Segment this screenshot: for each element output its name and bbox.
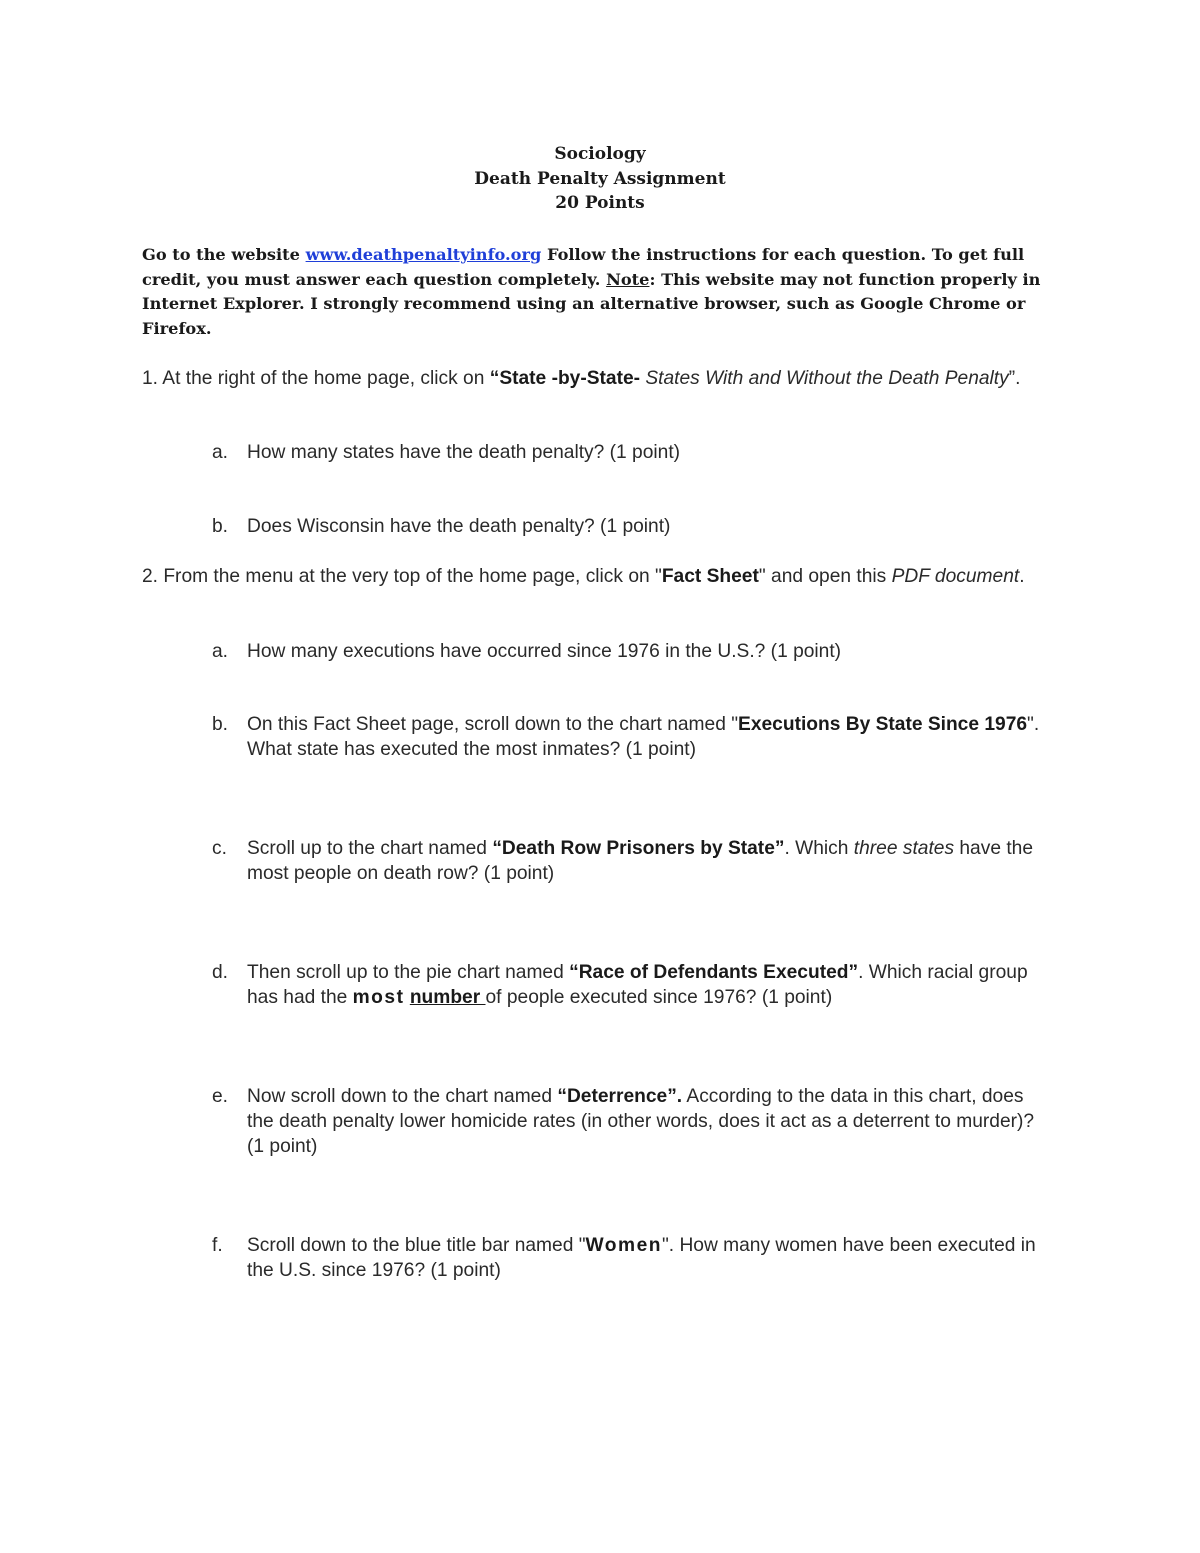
- q2-item-f-letter: f.: [212, 1235, 223, 1256]
- q2-item-b-post: ". What state has executed the most inmates? (1 point): [247, 714, 1040, 760]
- q1-item-a: [212, 440, 1052, 465]
- q2-item-e-post: According to the data in this chart, does the death penalty lower homicide rates (in other words, does it act as a deterrent to murder)? (1 point): [247, 1086, 1035, 1157]
- q2-item-b-text: [247, 712, 1052, 762]
- q2-item-e-text: [247, 1084, 1052, 1159]
- q2-item-b: [212, 712, 1052, 762]
- q1-item-b-text: Does Wisconsin have the death penalty? (1 point): [247, 516, 671, 537]
- q2-item-b-bold: Executions By State Since 1976: [738, 714, 1028, 735]
- q2-suffix: .: [1019, 566, 1025, 587]
- website-link[interactable]: www.deathpenaltyinfo.org: [305, 245, 542, 264]
- q1-prefix: 1. At the right of the home page, click on: [142, 368, 490, 389]
- q2-item-c-letter: c.: [212, 838, 227, 859]
- q2-item-a-letter: a.: [212, 641, 229, 662]
- q2-item-d-letter: d.: [212, 962, 229, 983]
- note-label: Note: [606, 269, 650, 289]
- q1-item-a-letter: a.: [212, 442, 229, 463]
- points-total: 20 Points: [555, 193, 645, 213]
- q2-item-a-text: How many executions have occurred since 1976 in the U.S.? (1 point): [247, 641, 842, 662]
- q2-item-d-mid: . Which racial group has had the: [247, 962, 1028, 1008]
- q2-item-f: [212, 1233, 1052, 1283]
- q2-item-d-pre: Then scroll up to the pie chart named: [247, 962, 570, 983]
- q2-item-d-bold: “Race of Defendants Executed”: [569, 962, 859, 983]
- q2-item-e-pre: Now scroll down to the chart named: [247, 1086, 558, 1107]
- q2-item-c-pre: Scroll up to the chart named: [247, 838, 493, 859]
- intro-prefix: Go to the website: [142, 245, 306, 264]
- q2-middle: " and open this: [758, 566, 892, 587]
- q2-item-d-most: most: [352, 987, 405, 1008]
- q2-item-b-pre: On this Fact Sheet page, scroll down to the chart named ": [247, 714, 739, 735]
- q2-item-d-post: of people executed since 1976? (1 point): [485, 987, 833, 1008]
- q2-item-b-letter: b.: [212, 714, 229, 735]
- q2-item-f-pre: Scroll down to the blue title bar named ": [247, 1235, 586, 1256]
- q2-item-f-text: [247, 1233, 1052, 1283]
- q2-item-f-bold: Women: [585, 1235, 662, 1256]
- q2-item-e-bold: “Deterrence”.: [557, 1086, 683, 1107]
- assignment-title: Death Penalty Assignment: [474, 169, 726, 189]
- intro-after-note: : This website may not function properly in Internet Explorer. I strongly recommend using an alternative browser, such as Google Chrome or Firefox.: [142, 269, 1041, 338]
- q2-item-f-post: ". How many women have been executed in the U.S. since 1976? (1 point): [247, 1235, 1036, 1281]
- q2-item-e: [212, 1084, 1052, 1159]
- q1-italic: States With and Without the Death Penalty: [640, 368, 1009, 389]
- q1-suffix: ”.: [1008, 368, 1021, 389]
- q2-bold: Fact Sheet: [661, 566, 759, 587]
- question-1: [142, 366, 1047, 391]
- q2-item-e-letter: e.: [212, 1086, 229, 1107]
- question-2: [142, 564, 1047, 589]
- q2-item-d: [212, 960, 1052, 1010]
- q2-item-a: [212, 639, 1052, 664]
- q2-item-c-mid: . Which: [784, 838, 854, 859]
- q1-item-b: [212, 514, 1052, 539]
- q2-item-d-text: [247, 960, 1052, 1010]
- q1-bold: “State -by-State-: [489, 368, 641, 389]
- intro-instructions: [142, 243, 1057, 341]
- q1-item-b-letter: b.: [212, 516, 229, 537]
- intro-after-link: Follow the instructions for each question. To get full credit, you must answer each question completely.: [142, 245, 1025, 289]
- q2-italic: PDF document: [891, 566, 1020, 587]
- q2-item-c-bold: “Death Row Prisoners by State”: [492, 838, 785, 859]
- q2-item-c-text: [247, 836, 1052, 886]
- q2-prefix: 2. From the menu at the very top of the home page, click on ": [142, 566, 662, 587]
- q2-item-c-italic: three states: [853, 838, 955, 859]
- q2-item-d-number: number: [409, 987, 486, 1008]
- q2-item-c: [212, 836, 1052, 886]
- course-title: Sociology: [554, 144, 646, 164]
- q2-item-c-post: have the most people on death row? (1 point): [247, 838, 1033, 884]
- q1-item-a-text: How many states have the death penalty? (1 point): [247, 442, 681, 463]
